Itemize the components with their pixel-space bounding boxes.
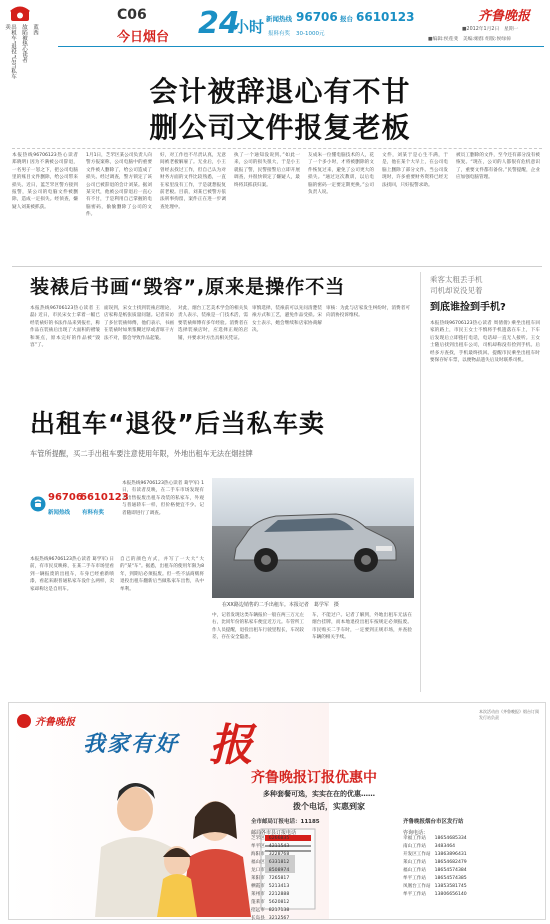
section-name: 今日烟台 — [117, 30, 170, 45]
story1-headline — [60, 74, 500, 146]
story1-col6: 文件，刘某于是心生不满，于是，他在某个大早上，在公司电脑上删除了部分文件。当公司发现时，许多重要财务资料已经无法找回，只好报警求助。 — [382, 153, 448, 188]
story3-hotline-number: 96706 — [48, 492, 83, 503]
postal-name: 芝罘区 — [251, 836, 265, 841]
ad-postal-header: 邮局各市县订报电话 — [251, 830, 297, 836]
postal-name: 莱阳市 — [251, 876, 265, 881]
logo-24: 24 — [198, 6, 240, 41]
postal-row — [249, 883, 291, 891]
story3-headline: 出租车“退役”后当私车卖 — [30, 409, 325, 438]
postal-name: 栖霞市 — [251, 884, 265, 889]
report-number: 6610123 — [356, 10, 415, 24]
postal-name: 莱州市 — [251, 892, 265, 897]
story2-col5: 审核：为此与店家发生纠纷时，消费者可向消协投诉维权。 — [326, 306, 410, 319]
ad-right — [251, 703, 543, 921]
station-name: 幸福工作站 — [403, 836, 426, 841]
story1-col3: 好，对工作也不尽责认真，无意间被老板解雇了。无业后，小王曾经去找过工作，但自己认为对财务方面的文件比较熟悉，一直在家里没有工作，于是就想报复前老板。目前，刘某已被警方依法刑事拘留，案件正在进一步调查处理中。 — [160, 153, 226, 210]
ad-stations-header: 咨询电话： — [403, 830, 429, 836]
postal-phone: 5213413 — [268, 884, 290, 889]
vertical-tag-2: 故陷被热心读者 — [21, 24, 27, 63]
car-image — [226, 498, 401, 580]
left-tag-strip — [4, 4, 54, 80]
story1-bottom-rule — [12, 266, 542, 267]
postal-row — [249, 867, 291, 875]
postal-phone: 8217138 — [268, 908, 290, 913]
postal-phone: 6331812 — [268, 860, 290, 865]
station-phone: 13806656140 — [434, 892, 467, 897]
story3-col3: 中，记者发现这类车辆报价一般在两三万元左右，比同年份的私家车便宜近万元。车管所工作人员提醒，退役出租车行驶里程长，车况较差，存在安全隐患。 — [212, 613, 304, 641]
editor-line: ■编辑:侯莲斐 美编:姬群 组版:侯绿倬 — [428, 37, 511, 42]
station-name: 莱山工作站 — [403, 860, 426, 865]
postal-row — [249, 835, 291, 843]
postal-phone: 3228768 — [268, 852, 290, 857]
ad-promo-title: 齐鲁晚报订报优惠中 — [251, 770, 377, 786]
postal-phone: 6266835 — [268, 836, 290, 841]
station-phone: 13853581745 — [434, 884, 467, 889]
ad-offer-list: 本次活动由《齐鲁晚报》烟台订阅发行站负责 — [479, 709, 539, 720]
ad-promo-line2: 拨个电话，实惠到家 — [293, 802, 365, 811]
station-name: 开发区工作站 — [403, 852, 431, 857]
postal-name: 蓬莱市 — [251, 900, 265, 905]
phone-icon — [8, 4, 32, 22]
station-name: 牟平工作站 — [403, 876, 426, 881]
reward-label: 报料有奖 — [268, 31, 291, 37]
story3-report-number: 6610123 — [80, 492, 129, 503]
story2-col1: 本报热线96706123热心读者 王磊) 近日，市民宋女士拿着一幅已经装裱好的书法作品来到报社，称作品在装裱后出现了大面积的褶皱和斑点，原本完好的作品被“毁容”了。 — [30, 306, 100, 349]
postal-phone: 5620812 — [268, 900, 290, 905]
header — [0, 0, 550, 80]
station-phone: 18654682479 — [434, 860, 467, 865]
header-rule — [58, 46, 544, 47]
logo-hours: 小时 — [234, 18, 265, 36]
ad-promo-line1: 多种套餐可选，实实在在的优惠…… — [263, 790, 375, 798]
station-name: 凤凰台工作站 — [403, 884, 431, 889]
postal-phone: 4211543 — [268, 844, 290, 849]
story1-rule — [12, 148, 542, 149]
postal-name: 招远市 — [251, 908, 265, 913]
station-row — [401, 867, 469, 875]
postal-phone: 7265817 — [268, 876, 290, 881]
vertical-tag-1: 出租车“退役”后当私车卖 — [4, 24, 16, 80]
paper-logo-icon — [17, 714, 31, 728]
postal-phone: 8508974 — [268, 868, 290, 873]
page-code: C06 — [117, 7, 147, 23]
postal-row — [249, 891, 291, 899]
paper-logo: 齐鲁晚报 — [478, 9, 531, 24]
story3-subhead: 车管所提醒，买二手出租车要注意使用年限，外地出租车无法在烟挂牌 — [30, 449, 253, 458]
postal-row — [249, 843, 291, 851]
vertical-tag-3: 蓝西 — [32, 24, 38, 35]
postal-name: 龙口市 — [251, 868, 265, 873]
station-phone: 18654574384 — [434, 868, 467, 873]
story3-reward-label: 新闻热线 — [48, 510, 71, 516]
station-phone: 3483464 — [434, 844, 456, 849]
report-label: 报台 — [340, 15, 353, 23]
station-name: 牟平工作站 — [403, 892, 426, 897]
sidebar-headline: 到底谁捡到手机? — [430, 302, 506, 313]
postal-row — [249, 875, 291, 883]
postal-row — [249, 899, 291, 907]
story3-col1: 本报热线96706123热心读者 葛学军) 日前，有市民反映称，在某二手车市场里看到一辆报废的出租车，车身已经重新喷漆，看起来跟普通私家车没什么两样，卖家却称这是自用车。 — [30, 557, 114, 592]
postal-name: 长岛县 — [251, 916, 265, 921]
story1-col4: 执了一个通知没说到。”如此一来，公司的损失很大，于是小王就报了警，民警接警后立即开展调查，并很快锁定了嫌疑人，最终将其抓获归案。 — [234, 153, 300, 188]
station-row — [401, 835, 469, 843]
story3-photo — [212, 478, 414, 598]
postal-row — [249, 907, 291, 915]
station-row — [401, 883, 469, 891]
story1-col5: 友成朱一位懂电脑技术的人，花了一个多小时，才将被删除的文件恢复过来，避免了公司更大的损失。“通过这次教训，以后电脑的密码一定要定期更换。”公司负责人说。 — [308, 153, 374, 196]
story2-col3: 对此，烟台工艺美术学会的相关负责人表示，装裱是一门技术活，需要装裱师傅有多年经验。消费者在选择装裱店时，应选择正规的店铺，并要求对方出具相关凭证。 — [178, 306, 248, 341]
hotline-number: 96706 — [296, 10, 338, 24]
story2-col2: 面误到，宋女士找到装裱店理论，店家称是纸张质量问题。记者采访了多位装裱师傅，他们表示，书画在装裱时如果浆糊过厚或者晾干方法不对，都会导致作品起皱。 — [104, 306, 174, 341]
postal-row — [249, 859, 291, 867]
postal-phone: 3212567 — [268, 916, 290, 921]
date-line: ■2012年1月2日 星期一 — [462, 27, 519, 32]
postal-row — [249, 851, 291, 859]
story3-col2: 自己的颜色方式，并写了一大大“大的”某“车”。据悉，出租车的使用年限为8年，到期后必须报废。但一些不法商贩将退役出租车翻新后当做私家车出售，从中牟利。 — [120, 557, 204, 592]
ad-station-title: 齐鲁晚报烟台市区发行站 — [403, 819, 464, 825]
ad-slogan: 我家有好 — [83, 732, 180, 757]
station-name: 福山工作站 — [403, 868, 426, 873]
story3-reward-label-2: 有料有奖 — [82, 510, 105, 516]
station-row — [401, 843, 469, 851]
story3-col-right-top: 本报热线96706123热心读者 葛学军) 1日，有读者反映，在二手车市场发现有人出售报废出租车改装的私家车，外观与普通轿车一样，但价格便宜不少。记者随即进行了调查。 — [122, 481, 204, 516]
station-phone: 18654685334 — [434, 836, 467, 841]
station-row — [401, 851, 469, 859]
story1-headline-line2: 删公司文件报复老板 — [149, 111, 411, 144]
postal-row — [249, 915, 291, 923]
story1-col2: 1月1日，芝罘区某公司负责人向警方报案称，公司电脑中的重要文件被人删除了，给公司造成了损失。经过调查，警方锁定了该公司已被辞退的会计刘某。据刘某交代，他被公司辞退后一直心有不甘，于是利用自己掌握的电脑密码，偷偷删除了公司的文件。 — [86, 153, 152, 218]
ad-postal-table — [249, 835, 291, 923]
ad-logo — [17, 713, 75, 728]
postal-name: 海阳市 — [251, 852, 265, 857]
story3-col4: 车，不能过户。记者了解到，外地出租车无法在烟台挂牌，而本地退役出租车按规定必须报废。市民购买二手车时，一定要到正规市场，并查验车辆的相关手续。 — [312, 613, 412, 641]
phone-icon — [30, 496, 46, 516]
ad-slogan-char: 报 — [209, 720, 253, 771]
hotline-label: 新闻热线 — [266, 15, 292, 23]
station-row — [401, 859, 469, 867]
ad-stations-table — [401, 835, 469, 899]
station-phone: 13863896431 — [434, 852, 467, 857]
station-name: 南山工作站 — [403, 844, 426, 849]
story1-headline-line1: 会计被辞退心有不甘 — [149, 75, 411, 108]
ad-hotline-line: 全市邮局订报电话：11185 — [251, 819, 320, 825]
sidebar-kicker-2: 司机却说没见着 — [430, 286, 483, 295]
story3-hotline-badge — [30, 490, 129, 532]
ad-brand: 齐鲁晚报 — [35, 717, 75, 728]
sidebar-kicker-1: 乘客太粗丢手机 — [430, 275, 483, 284]
story2-headline: 装裱后书画“毁容”,原来是操作不当 — [30, 276, 346, 298]
postal-phone: 2212888 — [268, 892, 290, 897]
sidebar-body: 本报热线96706123热心读者 周倩倩) 乘坐出租车回家的路上，市民王女士不慎将手机遗落在车上，下车后发现后立即拨打电话，电话却一直无人接听。王女士随后找到出租车公司，司机却称没有捡到手机。后经多方查找，手机最终找回。提醒市民乘坐出租车时要保存好车票，以便物品遗失后及时联系司机。 — [430, 321, 540, 364]
story2-col4: 审慎选择，装裱前可以先问清楚装裱方式和工艺，避免作品受损。宋女士表示，她会继续和店家协商解决。 — [252, 306, 322, 334]
ad-banner — [8, 702, 546, 920]
story1-col1: 本报热线96706123热心读者 郑晓明) 因为不满被公司辞退，一名男子一怒之下，把公司电脑里的账目文件删除，给公司带来损失。近日，蓝芝罘区警方接到报警，某公司的电脑文件被删除，造成一定损失。经侦查，嫌疑人刘某被抓获。 — [12, 153, 78, 210]
sidebar — [426, 274, 544, 688]
station-row — [401, 875, 469, 883]
station-row — [401, 891, 469, 899]
story1-col7: 被员工删除的文件，至今还有部分没有被恢复。“现在，公司的人都很有危机意识了，重要文件都有备份。”民警提醒，企业应加强电脑管理。 — [456, 153, 540, 181]
sidebar-divider — [420, 272, 421, 692]
postal-name: 牟平区 — [251, 844, 265, 849]
postal-name: 福山区 — [251, 860, 265, 865]
reward-amount: 30-1000元 — [296, 31, 325, 37]
story3-photo-caption: 在XX路边销售的二手出租车。本报记者 葛学军 摄 — [222, 602, 339, 608]
station-phone: 18654574385 — [434, 876, 467, 881]
